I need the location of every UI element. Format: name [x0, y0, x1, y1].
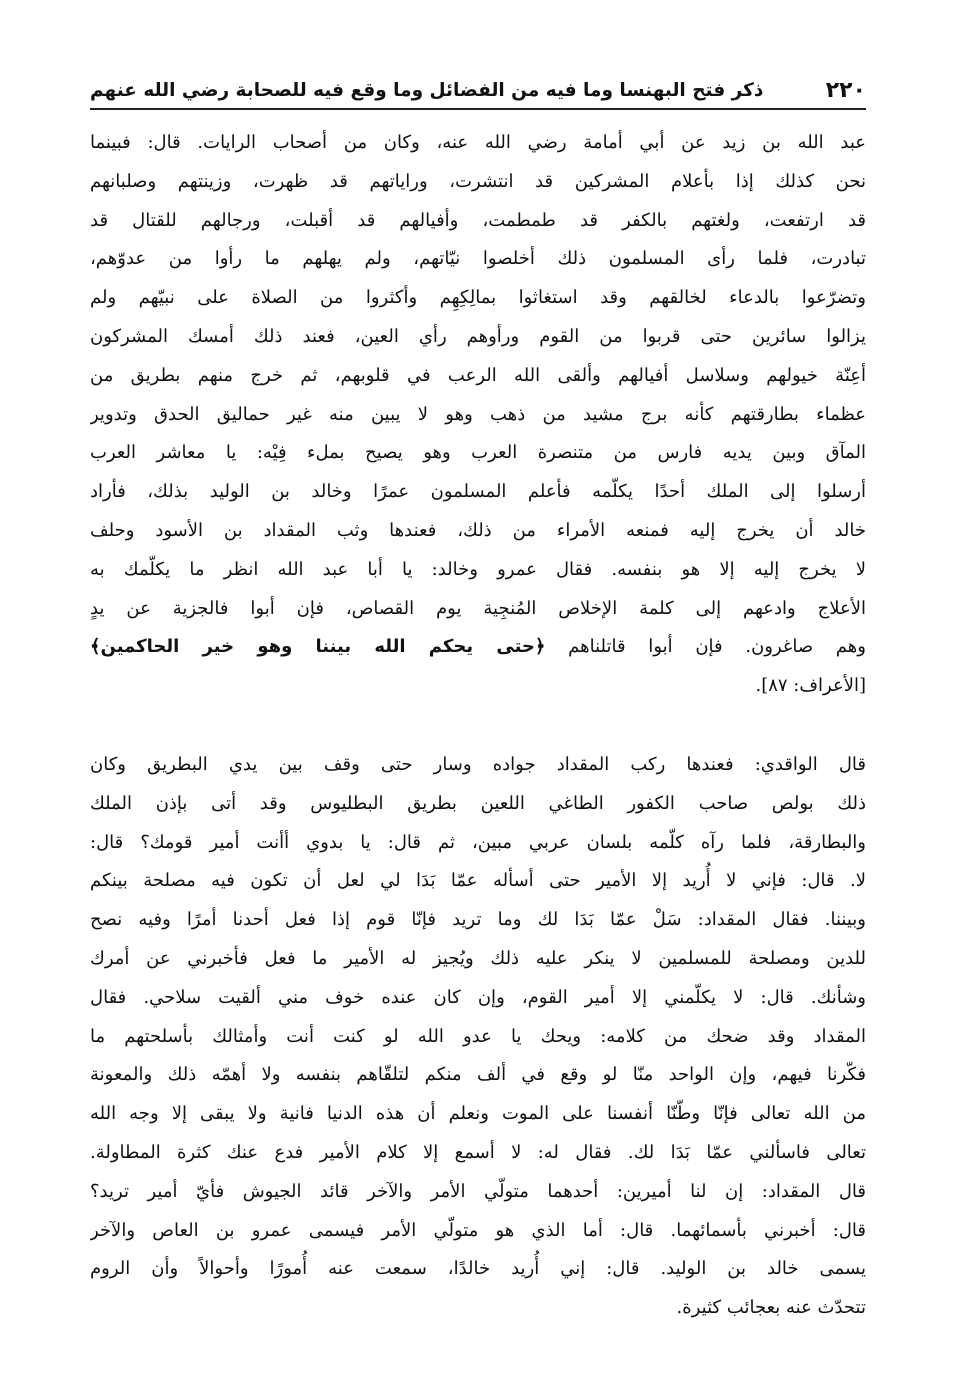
header-rule — [90, 108, 866, 110]
text-line: لا. قال: فإني لا أُريد إلا الأمير حتى أسأله عمّا بَدَا لي لعل أن تكون فيه مصلحة بينكم — [90, 870, 866, 892]
text-line: قال المقداد: إن لنا أميرين: أحدهما متولّي الأمر والآخر قائد الجيوش فأيّ أمير تريد؟ — [90, 1180, 866, 1202]
text-line: نحن كذلك إذا بأعلام المشركين قد انتشرت، وراياتهم قد ظهرت، وزينتهم وصلبانهم — [90, 170, 866, 192]
text-line: قد ارتفعت، ولغتهم بالكفر قد طمطمت، وأفيالهم قد أقبلت، ورجالهم للقتال قد — [90, 209, 866, 231]
text-line: عبد الله بن زيد عن أبي أمامة رضي الله عنه، وكان من أصحاب الرايات. قال: فبينما — [90, 132, 866, 153]
text-line: أعِنّة خيولهم وسلاسل أفيالهم وألقى الله الرعب في قلوبهم، ثم خرج منهم بطريق من — [90, 364, 866, 386]
text-line: فكّرنا فيهم، وإن الواحد منّا لو وقع في ألف منكم لتلقّاهم بنفسه ولا أهمّه ذلك والمعونة — [90, 1064, 866, 1086]
text-line: أرسلوا إلى الملك أحدًا يكلّمه فأعلم المسلمون عمرًا وخالد بن الوليد بذلك، فأراد — [90, 481, 866, 503]
text-line: تتحدّث عنه بعجائب كثيرة. — [676, 1297, 866, 1319]
text-line: يسمى خالد بن الوليد. قال: إني أُريد خالدًا، سمعت عنه أُمورًا وأحوالاً وأن الروم — [90, 1258, 866, 1280]
text-line: تعالى فاسألني عمّا بَدَا لك. فقال له: لا أسمع إلا كلام الأمير فدع عنك كثرة المطاولة. — [90, 1141, 866, 1163]
text-line: للدين ومصلحة للمسلمين لا ينكر عليه ذلك ويُجيز له الأمير ما فعل فأخبرني عن أمرك — [90, 947, 866, 969]
quran-verse: ﴿حتى يحكم الله بيننا وهو خير الحاكمين﴾ — [90, 636, 546, 658]
text-line: والبطارقة، فلما رآه كلّمه بلسان عربي مبين، ثم قال: يا بدوي أأنت أمير قومك؟ قال: — [90, 831, 866, 853]
verse-line-prefix: وهم صاغرون. فإن أبوا قاتلناهم — [568, 636, 866, 658]
text-line: خالد أن يخرج إليه فمنعه الأمراء من ذلك، فعندها وثب المقداد بن الأسود وحلف — [90, 519, 866, 541]
verse-line — [90, 628, 866, 667]
text-line: وشأنك. قال: لا يكلّمني إلا أمير القوم، وإن كان عنده خوف مني ألقيت سلاحي. فقال — [90, 986, 866, 1008]
text-line: لا يخرج إليه إلا هو بنفسه. فقال عمرو وخالد: يا أبا عبد الله انظر ما يكلّمك به — [90, 558, 866, 580]
paragraph-2 — [90, 746, 866, 1328]
text-line: ذلك بولص صاحب الكفور الطاغي اللعين بطريق البطليوس وقد أتى بإذن الملك — [90, 792, 866, 814]
text-line: وتضرّعوا بالدعاء لخالقهم وقد استغاثوا بمالِكِهِم وأكثروا من الصلاة على نبيّهم ولم — [90, 287, 866, 309]
text-line: تبادرت، فلما رأى المسلمون ذلك أخلصوا نيّاتهم، ولم يهلهم ما رأوا من عدوّهم، — [90, 248, 866, 270]
text-line: من الله تعالى فإنّا وطّنّا أنفسنا على الموت ونعلم أن هذه الدنيا فانية ولا يبقى إلا وجه الله — [90, 1103, 866, 1125]
running-title: ذكر فتح البهنسا وما فيه من الفضائل وما وقع فيه للصحابة رضي الله عنهم — [90, 80, 764, 101]
text-line: قال الواقدي: فعندها ركب المقداد جواده وسار حتى وقف بين يدي البطريق وكان — [90, 754, 866, 775]
text-line: قال: أخبرني بأسمائهما. قال: أما الذي هو متولّي الأمر فيسمى عمرو بن العاص والآخر — [90, 1219, 866, 1241]
verse-citation: [الأعراف: ٨٧]. — [755, 675, 866, 697]
text-line: عظماء بطارقتهم كأنه برج مشيد من ذهب وهو لا يبين منه غير حماليق الحدق وتدوير — [90, 403, 866, 425]
text-line: يزالوا سائرين حتى قربوا من القوم ورأوهم رأي العين، فعند ذلك أمسك المشركون — [90, 325, 866, 347]
page-header — [90, 66, 866, 106]
text-line: وبيننا. فقال المقداد: سَلْ عمّا بَدَا لك وما تريد فإنّا قوم إذا فعل أحدنا أمرًا وفيه نصح — [90, 909, 866, 931]
text-line: المآق وبين يديه فارس من متنصرة العرب وهو يصيح بملء فِيْه: يا معاشر العرب — [90, 442, 866, 464]
paragraph-1 — [90, 124, 866, 706]
text-line: الأعلاج وادعهم إلى كلمة الإخلاص المُنجِية يوم القصاص، فإن أبوا فالجزية عن يدٍ — [90, 597, 866, 619]
text-line: المقداد وقد ضحك من كلامه: ويحك يا عدو الله لو كنت أنت وأمثالك بأسلحتهم ما — [90, 1025, 866, 1047]
page-number: ٢٢٠ — [825, 78, 866, 103]
